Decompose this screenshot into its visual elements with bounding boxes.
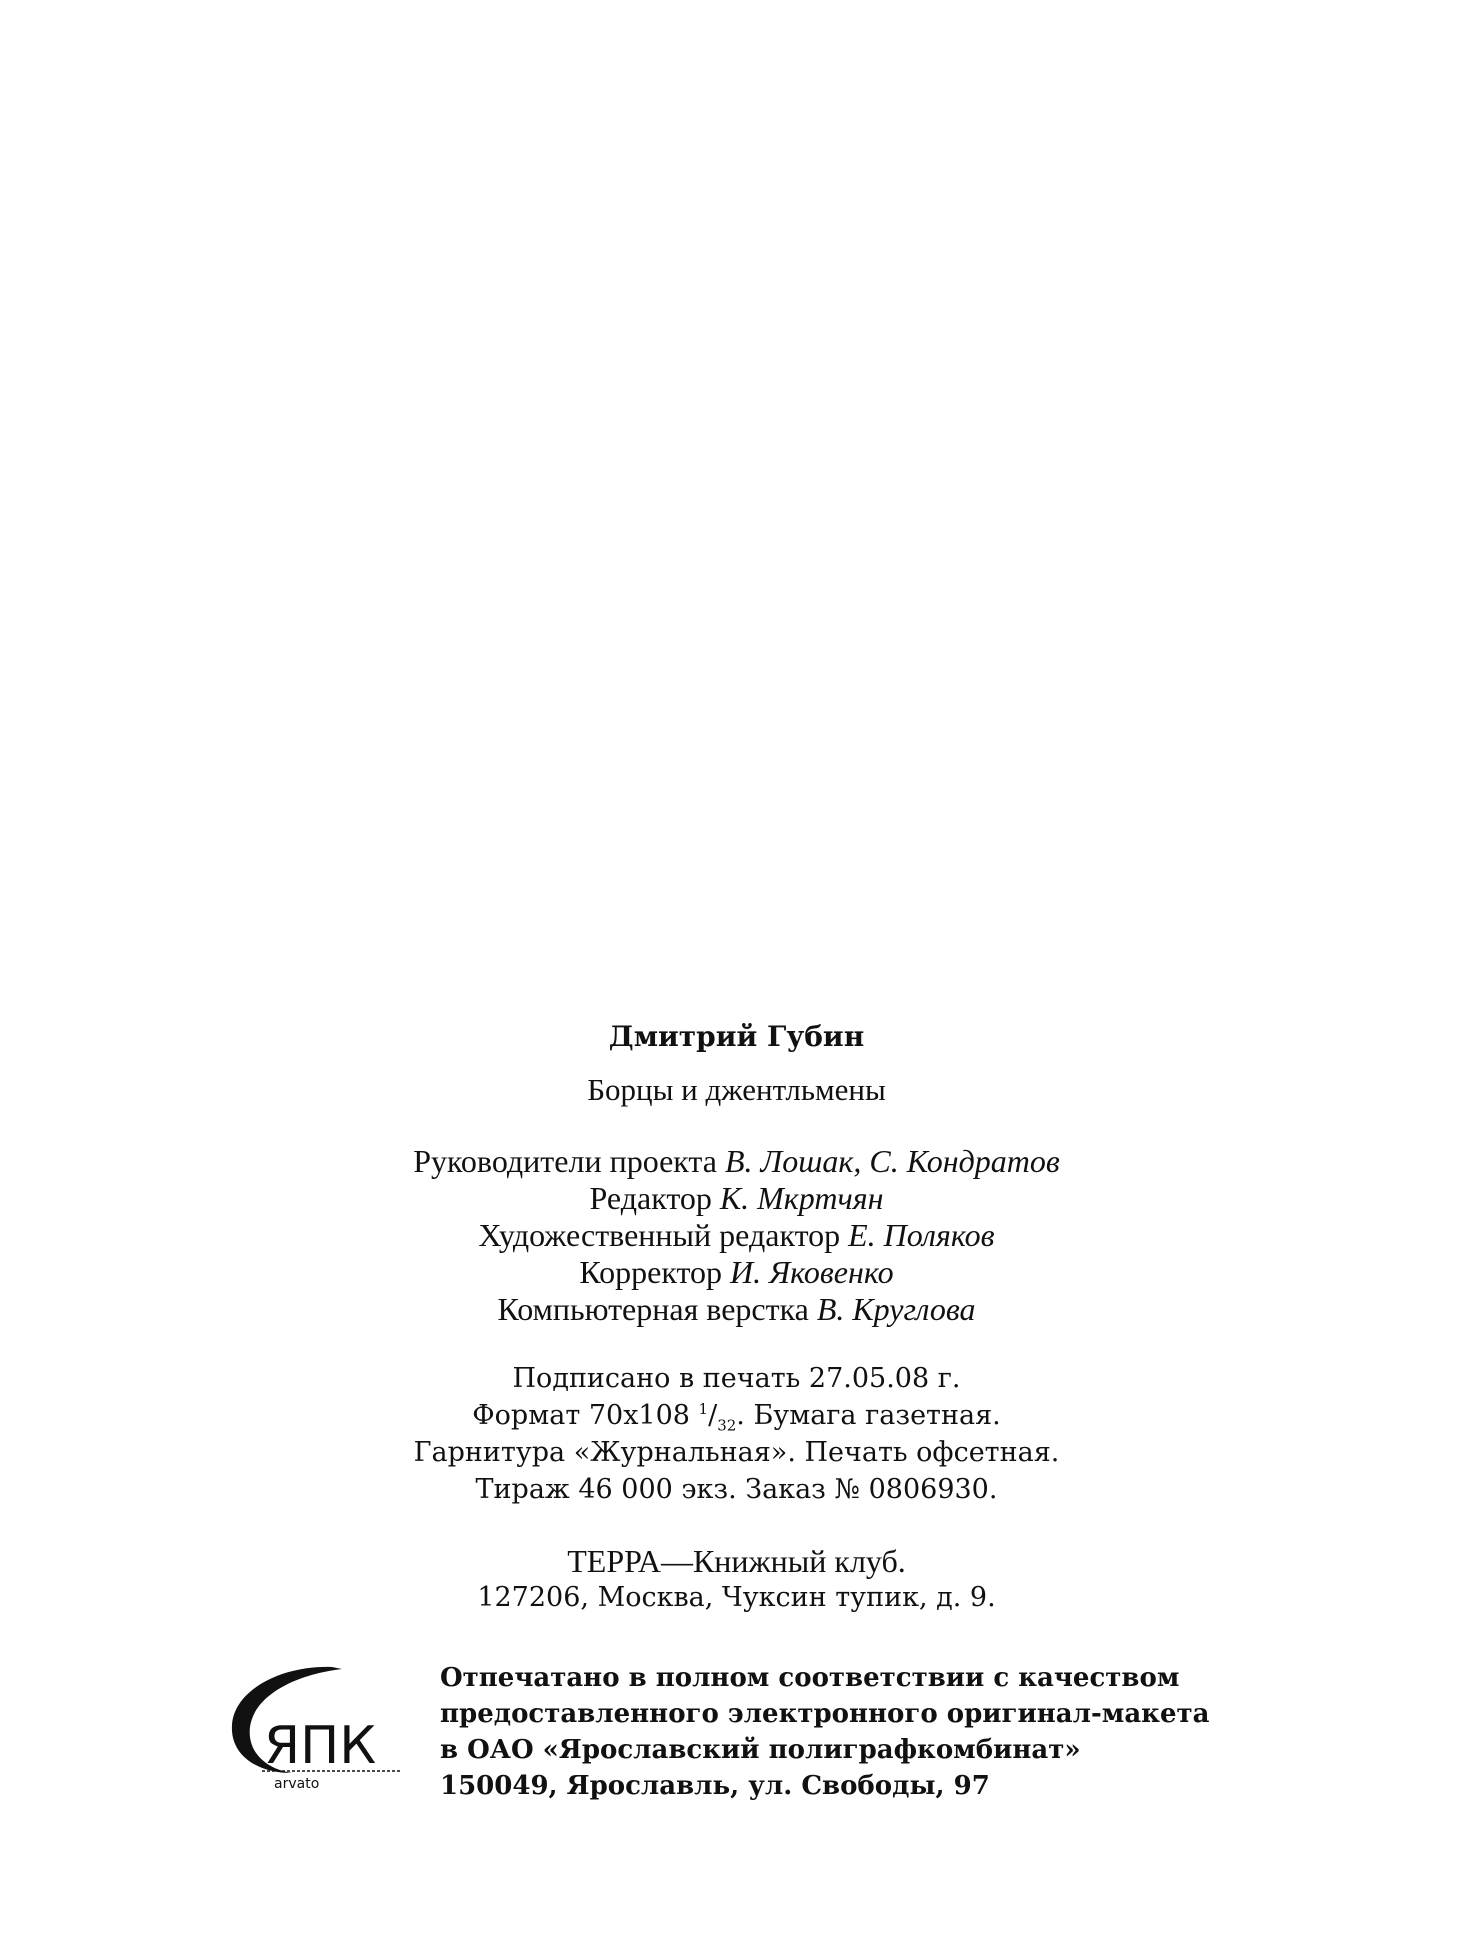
print-format: Формат 70x108 $^1/_{32}$. Бумага газетная. [472, 1400, 1001, 1435]
imprint-line: в ОАО «Ярославский полиграфкомбинат» [440, 1735, 1081, 1765]
credit-role: Компьютерная верстка [497, 1291, 809, 1327]
credit-role: Корректор [579, 1254, 723, 1290]
format-prefix: Формат 70x108 [472, 1400, 690, 1431]
credit-line [0, 1180, 1473, 1217]
credit-role: Руководители проекта [413, 1143, 717, 1179]
format-suffix: . Бумага газетная. [736, 1400, 1001, 1431]
logo-main-text: ЯПК [264, 1716, 377, 1776]
credit-name: Е. Поляков [848, 1217, 995, 1253]
logo-sub-text: arvato [274, 1776, 320, 1790]
print-signed: Подписано в печать 27.05.08 г. [512, 1363, 961, 1394]
credit-line [0, 1291, 1473, 1328]
book-title: Борцы и джентльмены [587, 1072, 886, 1107]
credit-role: Художественный редактор [478, 1217, 841, 1253]
imprint-line: предоставленного электронного оригинал-макета [440, 1699, 1210, 1729]
credit-name: К. Мкртчян [719, 1180, 884, 1216]
credit-name: В. Лошак, С. Кондратов [725, 1143, 1060, 1179]
credit-line [0, 1143, 1473, 1180]
publisher-name: ТЕРРА—Книжный клуб. [567, 1543, 906, 1579]
format-denominator: 32 [717, 1416, 737, 1435]
format-numerator: 1 [698, 1400, 709, 1418]
author-name: Дмитрий Губин [608, 1020, 865, 1053]
print-typeface: Гарнитура «Журнальная». Печать офсетная. [413, 1437, 1060, 1468]
imprint-line: Отпечатано в полном соответствии с качеством [440, 1663, 1180, 1693]
credit-name: И. Яковенко [730, 1254, 894, 1290]
publisher-address: 127206, Москва, Чуксин тупик, д. 9. [477, 1582, 996, 1613]
credit-line [0, 1217, 1473, 1254]
printer-logo [222, 1655, 422, 1790]
printer-imprint [440, 1660, 1440, 1804]
print-run: Тираж 46 000 экз. Заказ № 0806930. [475, 1474, 998, 1505]
imprint-line: 150049, Ярославль, ул. Свободы, 97 [440, 1771, 990, 1801]
printer-logo-graphic [222, 1655, 422, 1790]
credit-line [0, 1254, 1473, 1291]
credit-role: Редактор [589, 1180, 712, 1216]
credit-name: В. Круглова [816, 1291, 976, 1327]
